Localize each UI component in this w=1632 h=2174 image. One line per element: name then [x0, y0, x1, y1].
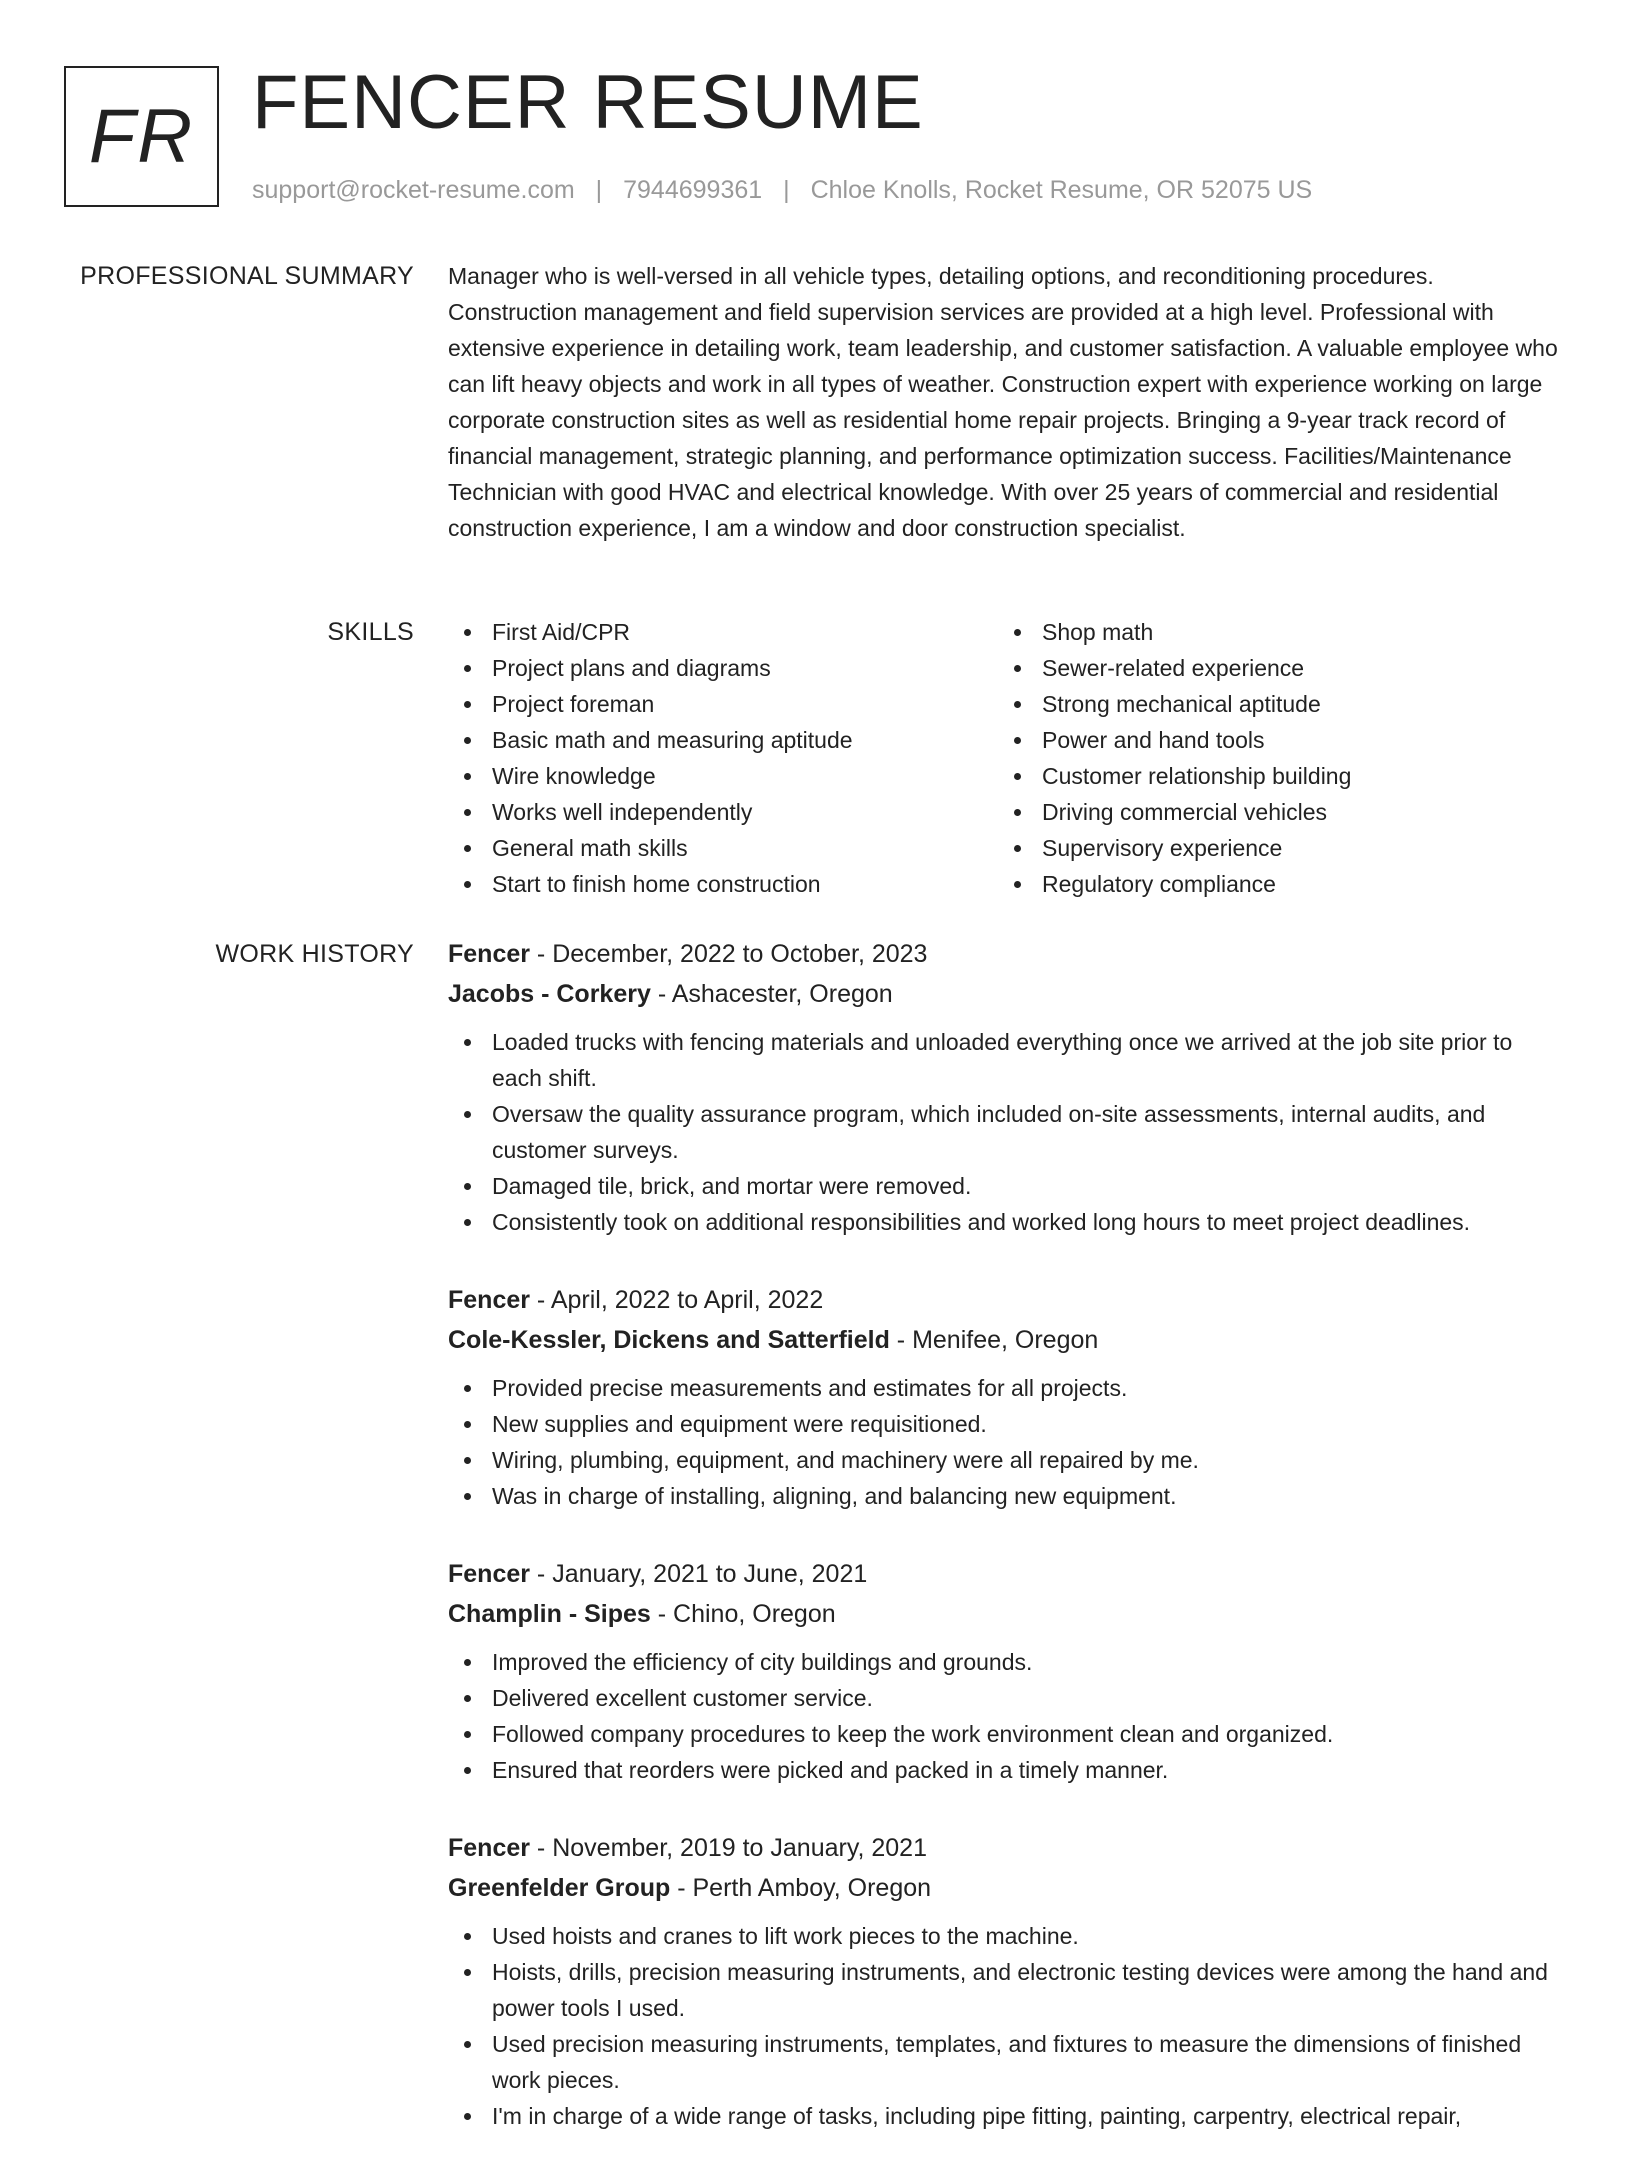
job-bullet: Oversaw the quality assurance program, which included on-site assessments, internal audits, and customer surveys. [448, 1096, 1564, 1168]
contact-separator: | [783, 176, 790, 204]
job-bullet: Wiring, plumbing, equipment, and machinery were all repaired by me. [448, 1442, 1564, 1478]
job-entry [448, 1280, 1564, 1514]
job-bullet: Damaged tile, brick, and mortar were removed. [448, 1168, 1564, 1204]
job-role: Fencer [448, 1834, 530, 1862]
job-bullet: I'm in charge of a wide range of tasks, including pipe fitting, painting, carpentry, electrical repair, [448, 2098, 1564, 2134]
monogram-initials: FR [88, 93, 195, 179]
job-company-line: Cole-Kessler, Dickens and Satterfield - Menifee, Oregon [448, 1326, 1099, 1354]
resume-name: FENCER RESUME [252, 60, 924, 145]
skill-item: Driving commercial vehicles [998, 794, 1548, 830]
job-bullet: Delivered excellent customer service. [448, 1680, 1564, 1716]
summary-text: Manager who is well-versed in all vehicle types, detailing options, and reconditioning procedures. Construction management and field supervision services are provided at a high level. Professional with extensive experience in detailing work, team leadership, and customer satisfaction. A valuable employee who can lift heavy objects and work in all types of weather. Construction expert with experience working on large corporate construction sites as well as residential home repair projects. Bringing a 9-year track record of financial management, strategic planning, and performance optimization success. Facilities/Maintenance Technician with good HVAC and electrical knowledge. With over 25 years of commercial and residential construction experience, I am a window and door construction specialist. [448, 263, 1558, 541]
job-location: Ashacester, Oregon [671, 980, 893, 1008]
job-company: Champlin - Sipes [448, 1600, 651, 1628]
skills-body [448, 614, 1564, 902]
job-dates: January, 2021 to June, 2021 [552, 1560, 868, 1588]
job-bullet: New supplies and equipment were requisitioned. [448, 1406, 1564, 1442]
job-bullet: Used hoists and cranes to lift work pieces to the machine. [448, 1918, 1564, 1954]
job-title-line: Fencer - December, 2022 to October, 2023 [448, 940, 928, 968]
skill-item: First Aid/CPR [448, 614, 998, 650]
contact-email: support@rocket-resume.com [252, 176, 575, 204]
skill-item: Works well independently [448, 794, 998, 830]
job-bullet: Provided precise measurements and estimates for all projects. [448, 1370, 1564, 1406]
job-company-line: Champlin - Sipes - Chino, Oregon [448, 1600, 836, 1628]
job-bullets [448, 1370, 1564, 1514]
skill-item: Start to finish home construction [448, 866, 998, 902]
job-bullet: Was in charge of installing, aligning, and balancing new equipment. [448, 1478, 1564, 1514]
job-bullet: Hoists, drills, precision measuring instruments, and electronic testing devices were among the hand and power tools I used. [448, 1954, 1564, 2026]
skill-item: Regulatory compliance [998, 866, 1548, 902]
summary-heading: PROFESSIONAL SUMMARY [80, 262, 414, 290]
job-title-line: Fencer - January, 2021 to June, 2021 [448, 1560, 868, 1588]
skills-list-left [448, 614, 998, 902]
job-dates: April, 2022 to April, 2022 [550, 1286, 824, 1314]
skill-item: General math skills [448, 830, 998, 866]
job-title-line: Fencer - November, 2019 to January, 2021 [448, 1834, 927, 1862]
skill-item: Wire knowledge [448, 758, 998, 794]
skill-item: Project plans and diagrams [448, 650, 998, 686]
job-company-line: Jacobs - Corkery - Ashacester, Oregon [448, 980, 893, 1008]
job-bullet: Consistently took on additional responsibilities and worked long hours to meet project deadlines. [448, 1204, 1564, 1240]
skill-item: Sewer-related experience [998, 650, 1548, 686]
contact-phone: 7944699361 [623, 176, 763, 204]
job-dates: November, 2019 to January, 2021 [552, 1834, 927, 1862]
job-company-line: Greenfelder Group - Perth Amboy, Oregon [448, 1874, 932, 1902]
skill-item: Customer relationship building [998, 758, 1548, 794]
work-history-body [448, 934, 1564, 2174]
job-role: Fencer [448, 1286, 530, 1314]
skills-list-right [998, 614, 1548, 902]
job-title-line: Fencer - April, 2022 to April, 2022 [448, 1286, 824, 1314]
job-bullet: Improved the efficiency of city buildings and grounds. [448, 1644, 1564, 1680]
job-location: Menifee, Oregon [912, 1326, 1099, 1354]
job-entry [448, 1828, 1564, 2134]
job-bullet: Followed company procedures to keep the work environment clean and organized. [448, 1716, 1564, 1752]
skills-heading: SKILLS [327, 618, 414, 646]
job-entry [448, 934, 1564, 1240]
monogram-box [64, 66, 219, 207]
work-history-heading: WORK HISTORY [215, 940, 414, 968]
skill-item: Basic math and measuring aptitude [448, 722, 998, 758]
job-company: Cole-Kessler, Dickens and Satterfield [448, 1326, 890, 1354]
contact-line [252, 174, 1312, 206]
job-role: Fencer [448, 940, 530, 968]
contact-address: Chloe Knolls, Rocket Resume, OR 52075 US [810, 176, 1313, 204]
job-bullet: Ensured that reorders were picked and packed in a timely manner. [448, 1752, 1564, 1788]
skill-item: Strong mechanical aptitude [998, 686, 1548, 722]
job-dates: December, 2022 to October, 2023 [552, 940, 928, 968]
job-location: Perth Amboy, Oregon [692, 1874, 932, 1902]
skill-item: Power and hand tools [998, 722, 1548, 758]
job-bullet: Used precision measuring instruments, templates, and fixtures to measure the dimensions of finished work pieces. [448, 2026, 1564, 2098]
skill-item: Supervisory experience [998, 830, 1548, 866]
job-company: Greenfelder Group [448, 1874, 671, 1902]
job-bullet: Loaded trucks with fencing materials and unloaded everything once we arrived at the job site prior to each shift. [448, 1024, 1564, 1096]
contact-separator: | [595, 176, 603, 204]
job-bullets [448, 1644, 1564, 1788]
job-bullets [448, 1024, 1564, 1240]
summary-body [448, 258, 1564, 546]
skill-item: Project foreman [448, 686, 998, 722]
skill-item: Shop math [998, 614, 1548, 650]
job-location: Chino, Oregon [673, 1600, 836, 1628]
job-role: Fencer [448, 1560, 530, 1588]
job-bullets [448, 1918, 1564, 2134]
job-company: Jacobs - Corkery [448, 980, 651, 1008]
job-entry [448, 1554, 1564, 1788]
